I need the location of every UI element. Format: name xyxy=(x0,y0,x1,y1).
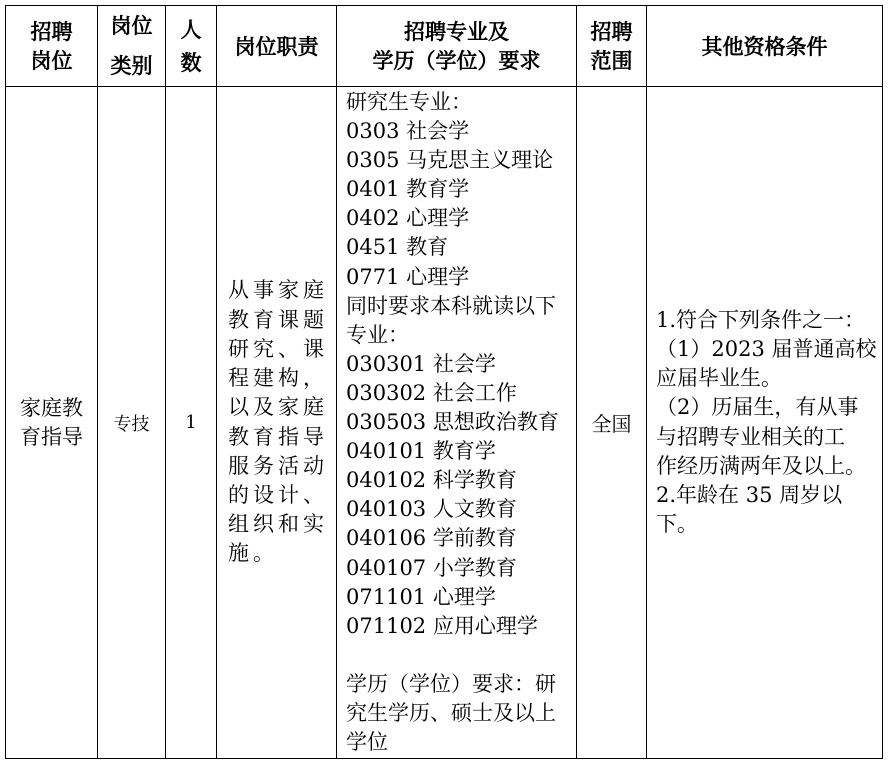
header-position xyxy=(6,6,98,87)
qualification-line: 应届毕业生。 xyxy=(656,366,782,391)
qualification-line: （1）2023 届普通高校 xyxy=(656,336,877,361)
duties-line: 以及家庭 xyxy=(228,395,328,420)
qualification-line: 作经历满两年及以上。 xyxy=(656,453,866,478)
header-headcount-line: 人 xyxy=(180,17,202,42)
major-line: 研究生专业： xyxy=(346,90,472,114)
major-line: 0305 马克思主义理论 xyxy=(346,148,554,173)
header-scope xyxy=(577,6,647,87)
qualification-line: 2.年龄在 35 周岁以 xyxy=(656,482,843,507)
cell-position xyxy=(6,87,98,759)
header-duties-line: 岗位职责 xyxy=(234,33,319,59)
major-line: 0303 社会学 xyxy=(346,119,470,144)
cell-scope xyxy=(577,87,647,759)
degree-block xyxy=(346,670,576,757)
header-position-line: 岗位 xyxy=(30,48,73,73)
majors-block xyxy=(346,88,576,641)
major-line: 0401 教育学 xyxy=(346,177,470,202)
header-row xyxy=(6,6,883,87)
duties-line: 组织和实 xyxy=(228,512,328,537)
header-headcount xyxy=(166,6,217,87)
table-row xyxy=(6,87,883,759)
header-other-line: 其他资格条件 xyxy=(701,33,828,59)
cell-requirements xyxy=(337,87,577,759)
major-line: 040102 科学教育 xyxy=(346,468,517,493)
cell-duties xyxy=(217,87,337,759)
major-line: 071101 心理学 xyxy=(346,584,496,609)
headcount-text: 1 xyxy=(185,412,197,433)
major-line: 030302 社会工作 xyxy=(346,380,517,405)
duties-line: 施。 xyxy=(228,541,278,566)
duties-line: 从事家庭 xyxy=(228,278,328,303)
major-line: 030301 社会学 xyxy=(346,351,496,376)
major-line: 040101 教育学 xyxy=(346,439,496,464)
header-category-line: 岗位 xyxy=(110,13,153,38)
qualification-line: 与招聘专业相关的工 xyxy=(656,424,845,449)
recruitment-table xyxy=(5,5,883,759)
major-line: 专业： xyxy=(346,322,409,347)
header-requirements-line: 招聘专业及 xyxy=(404,19,509,44)
cell-category xyxy=(98,87,166,759)
header-position-line: 招聘 xyxy=(30,19,73,44)
header-requirements-line: 学历（学位）要求 xyxy=(372,48,541,73)
major-line: 030503 思想政治教育 xyxy=(346,410,559,435)
blank-line xyxy=(346,641,576,670)
duties-line: 程建构， xyxy=(228,366,328,391)
major-line: 040103 人文教育 xyxy=(346,497,517,522)
major-line: 0402 心理学 xyxy=(346,206,470,231)
header-other-qualifications xyxy=(647,6,883,87)
header-requirements xyxy=(337,6,577,87)
category-text: 专技 xyxy=(113,413,150,435)
header-category-line: 类别 xyxy=(110,53,153,78)
major-line: 0771 心理学 xyxy=(346,264,470,289)
header-duties xyxy=(217,6,337,87)
qualification-line: 下。 xyxy=(656,512,698,537)
qualification-line: 1.符合下列条件之一： xyxy=(656,307,866,332)
header-scope-line: 招聘 xyxy=(590,19,633,44)
cell-headcount xyxy=(166,87,217,759)
duties-line: 教育课题 xyxy=(228,307,328,332)
header-headcount-line: 数 xyxy=(180,50,202,75)
duties-line: 教育指导 xyxy=(228,424,328,449)
duties-line: 研究、课 xyxy=(228,336,328,361)
major-line: 同时要求本科就读以下 xyxy=(346,293,556,318)
cell-other-qualifications xyxy=(647,87,883,759)
duties-line: 服务活动 xyxy=(228,453,328,478)
position-line: 育指导 xyxy=(20,424,83,449)
qualification-line: （2）历届生，有从事 xyxy=(656,395,859,420)
degree-line: 学历（学位）要求：研 xyxy=(346,671,556,696)
duties-line: 的设计、 xyxy=(228,482,328,507)
major-line: 0451 教育 xyxy=(346,235,449,260)
degree-line: 学位 xyxy=(346,730,388,755)
scope-text: 全国 xyxy=(591,412,632,436)
major-line: 040106 学前教育 xyxy=(346,526,517,551)
major-line: 040107 小学教育 xyxy=(346,555,517,580)
position-line: 家庭教 xyxy=(20,395,83,420)
header-scope-line: 范围 xyxy=(590,48,633,73)
header-category xyxy=(98,6,166,87)
degree-line: 究生学历、硕士及以上 xyxy=(346,700,556,725)
major-line: 071102 应用心理学 xyxy=(346,613,538,638)
